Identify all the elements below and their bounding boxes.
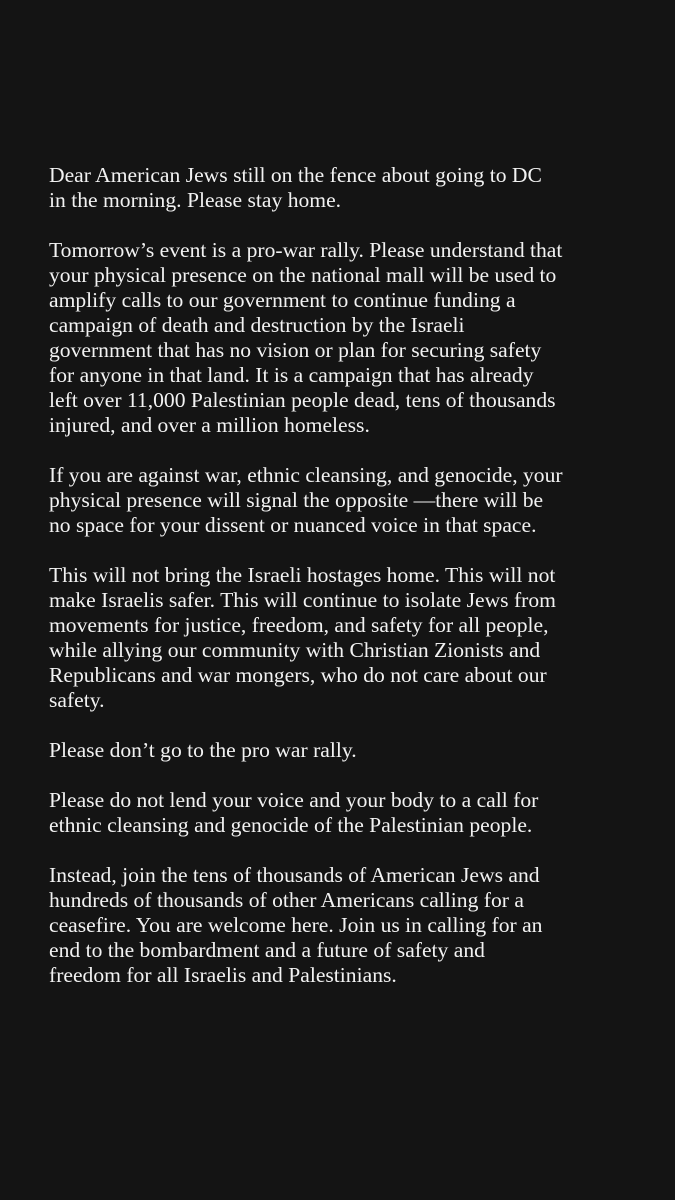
story-text-body: [49, 163, 639, 988]
paragraph-instead-join: Instead, join the tens of thousands of American Jews and hundreds of thousands of other Americans calling for a ceasefire. You are welcome here. Join us in calling for an end to the bombardment and a future of safety and freedom for all Israelis and Palestinians.: [49, 863, 543, 987]
paragraph-hostages: This will not bring the Israeli hostages home. This will not make Israelis safer. This will continue to isolate Jews from movements for justice, freedom, and safety for all people, while allying our community with Christian Zionists and Republicans and war mongers, who do not care about our safety.: [49, 563, 556, 712]
paragraph-do-not-lend: Please do not lend your voice and your body to a call for ethnic cleansing and genocide of the Palestinian people.: [49, 788, 539, 837]
paragraph-pro-war-rally: Tomorrow’s event is a pro-war rally. Please understand that your physical presence on the national mall will be used to amplify calls to our government to continue funding a campaign of death and destruction by the Israeli government that has no vision or plan for securing safety for anyone in that land. It is a campaign that has already left over 11,000 Palestinian people dead, tens of thousands injured, and over a million homeless.: [49, 238, 563, 437]
paragraph-greeting: Dear American Jews still on the fence about going to DC in the morning. Please stay home.: [49, 163, 542, 212]
paragraph-against-war: If you are against war, ethnic cleansing, and genocide, your physical presence will signal the opposite —there will be no space for your dissent or nuanced voice in that space.: [49, 463, 563, 537]
paragraph-dont-go: Please don’t go to the pro war rally.: [49, 738, 357, 762]
